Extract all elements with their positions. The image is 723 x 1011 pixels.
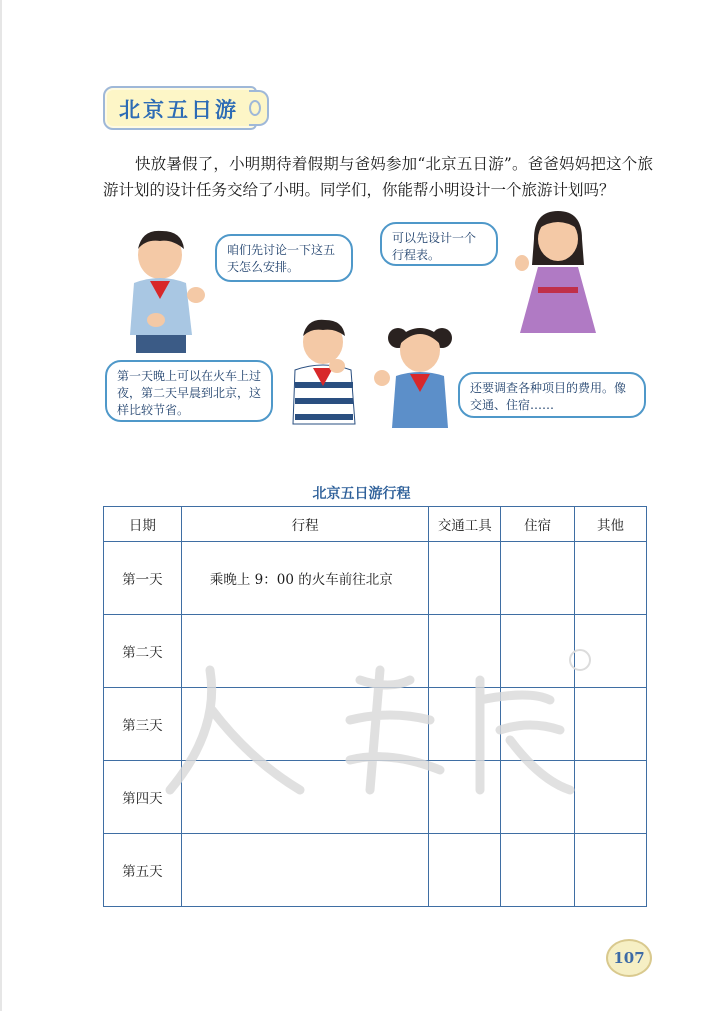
transport-cell [429, 615, 501, 688]
speech-bubble-train [105, 360, 273, 422]
speech-text-costs: 还要调查各种项目的费用。像交通、住宿…… [470, 381, 627, 412]
speech-bubble-discuss [215, 234, 353, 282]
table-row [104, 688, 647, 761]
speech-bubble-table [380, 222, 498, 266]
speech-bubble-costs [458, 372, 646, 418]
day-cell: 第五天 [104, 834, 182, 907]
table-header-row [104, 507, 647, 542]
day-cell: 第一天 [104, 542, 182, 615]
page-edge [0, 0, 2, 1011]
speech-text-table: 可以先设计一个行程表。 [392, 231, 477, 262]
intro-paragraph: 快放暑假了，小明期待着假期与爸妈参加“北京五日游”。爸爸妈妈把这个旅游计划的设计任务交给了小明。同学们，你能帮小明设计一个旅游计划吗？ [103, 154, 653, 199]
scroll-curl-inner-decoration [249, 100, 261, 116]
plan-cell: 乘晚上 9：00 的火车前往北京 [181, 542, 429, 615]
plan-cell [181, 834, 429, 907]
header-date: 日期 [104, 507, 182, 542]
plan-cell [181, 688, 429, 761]
plan-cell [181, 761, 429, 834]
section-title-scroll [103, 86, 257, 130]
boy-middle-illustration [285, 312, 365, 434]
transport-cell [429, 834, 501, 907]
speech-text-train: 第一天晚上可以在火车上过夜，第二天早晨到北京，这样比较节省。 [117, 369, 262, 417]
header-transport: 交通工具 [429, 507, 501, 542]
lodging-cell [501, 834, 575, 907]
day-cell: 第四天 [104, 761, 182, 834]
itinerary-table [103, 506, 647, 907]
speech-text-discuss: 咱们先讨论一下这五天怎么安排。 [227, 243, 336, 274]
header-plan: 行程 [181, 507, 429, 542]
lodging-cell [501, 542, 575, 615]
header-lodging: 住宿 [501, 507, 575, 542]
plan-cell [181, 615, 429, 688]
day-cell: 第二天 [104, 615, 182, 688]
transport-cell [429, 688, 501, 761]
transport-cell [429, 542, 501, 615]
section-title: 北京五日游 [119, 98, 239, 122]
girl-middle-illustration [372, 316, 462, 434]
table-row [104, 542, 647, 615]
lodging-cell [501, 688, 575, 761]
other-cell [575, 834, 647, 907]
table-caption: 北京五日游行程 [312, 486, 411, 502]
lodging-cell [501, 615, 575, 688]
lodging-cell [501, 761, 575, 834]
table-row [104, 834, 647, 907]
day-cell: 第三天 [104, 688, 182, 761]
other-cell [575, 688, 647, 761]
other-cell [575, 615, 647, 688]
page-number: 107 [606, 939, 652, 977]
table-row [104, 761, 647, 834]
girl-right-illustration [508, 205, 608, 345]
transport-cell [429, 761, 501, 834]
other-cell [575, 542, 647, 615]
table-row [104, 615, 647, 688]
header-other: 其他 [575, 507, 647, 542]
other-cell [575, 761, 647, 834]
boy-left-illustration [112, 225, 212, 355]
